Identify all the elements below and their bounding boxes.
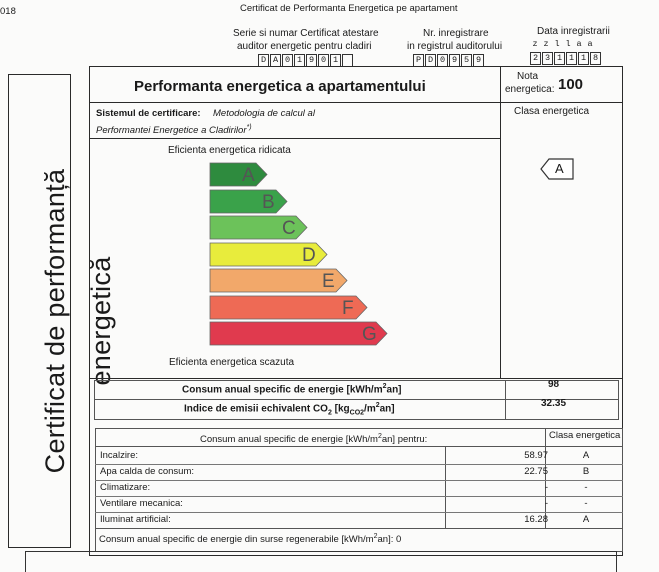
table-row: [96, 480, 622, 496]
table-row: [96, 496, 622, 512]
sistem-value-2: [96, 124, 252, 136]
data-format-letter: l: [565, 39, 571, 49]
consum-label-sup: 2: [382, 383, 387, 390]
row-class: A: [582, 514, 590, 525]
energy-class-letter: B: [262, 191, 275, 213]
row-class: B: [582, 466, 590, 477]
data-format-letter: z: [532, 39, 538, 49]
data-format-letters: [530, 39, 596, 50]
data-format-letter: a: [576, 39, 582, 49]
energy-class-letter: D: [302, 244, 316, 266]
row-name: Ventilare mecanica:: [100, 498, 183, 509]
nota-label-2: energetica:: [505, 84, 555, 95]
regen-label-text: Consum anual specific de energie din surse regenerabile [kWh/m: [99, 534, 374, 546]
row-name: Climatizare:: [100, 482, 151, 493]
data-cell: 1: [554, 52, 565, 65]
data-cell: 8: [590, 52, 601, 65]
row-value: -: [544, 482, 548, 493]
energy-class-bar-a: [209, 162, 269, 185]
data-label: Data inregistrarii: [537, 26, 610, 37]
sistem-value-2-text: Performantei Energetice a Cladirilor: [96, 125, 247, 137]
emisii-label: [184, 402, 395, 416]
data-format-letter: z: [543, 39, 549, 49]
row-value: 58.97: [524, 450, 548, 461]
regen-label: [99, 533, 401, 545]
table-row: [96, 512, 622, 528]
energy-class-letter: A: [242, 165, 255, 186]
consum-label-end: an]: [386, 384, 402, 396]
side-title: Certificat de performanță energetică: [40, 168, 116, 474]
row-value: 16.28: [524, 514, 548, 525]
energy-class-letter: C: [282, 218, 296, 239]
consum-label-text: Consum anual specific de energie [kWh/m: [182, 384, 383, 396]
row-class: -: [584, 498, 588, 509]
emisii-sup: 2: [375, 402, 380, 409]
emisii-label-end: an]: [379, 403, 395, 415]
serie-cell: 0: [282, 54, 293, 67]
serie-cell: 9: [306, 54, 317, 67]
row-value: -: [544, 498, 548, 509]
nr-cell: P: [413, 54, 424, 67]
energy-class-bar-g: [209, 321, 389, 344]
emisii-value: 32.35: [541, 398, 567, 409]
regen-label-end: an]: 0: [377, 534, 402, 546]
consum-label: [182, 383, 402, 395]
data-cell: 3: [542, 52, 553, 65]
data-format-letter: l: [554, 39, 560, 49]
table-head-text: Consum anual specific de energie [kWh/m: [200, 434, 378, 446]
sistem-footnote: *): [246, 124, 252, 131]
data-format-letter: a: [587, 39, 593, 49]
nota-label-1: Nota: [517, 71, 539, 82]
main-title: Performanta energetica a apartamentului: [134, 78, 426, 95]
row-name: Iluminat artificial:: [100, 514, 171, 525]
energy-class-letter: F: [342, 297, 354, 319]
emisii-label-mid2: /m: [364, 403, 376, 415]
energy-class-letter: E: [322, 271, 335, 292]
row-value: 22.75: [524, 466, 548, 477]
energy-class-bar-f: [209, 295, 369, 318]
clasa-label: Clasa energetica: [514, 106, 590, 117]
serie-cell: A: [270, 54, 281, 67]
nr-cell: 5: [461, 54, 472, 67]
emisii-sub: 2: [327, 409, 332, 417]
consum-value: 98: [548, 379, 560, 390]
document-title: Certificat de Performanta Energetica pe apartament: [240, 3, 458, 14]
regen-sup: 2: [373, 533, 378, 540]
table-row: [96, 464, 622, 480]
table-head-label: [200, 433, 427, 445]
data-cell: 2: [530, 52, 541, 65]
sistem-value-1: Metodologia de calcul al: [213, 108, 315, 119]
nota-value: 100: [558, 76, 584, 93]
nr-label-1: Nr. inregistrare: [423, 28, 489, 39]
table-head-end: an] pentru:: [381, 434, 428, 446]
serie-label-1: Serie si numar Certificat atestare: [233, 28, 379, 39]
row-class: -: [584, 482, 588, 493]
eff-low-label: Eficienta energetica scazuta: [169, 357, 295, 368]
header-left-fragment: 018: [0, 6, 16, 17]
serie-cell: D: [258, 54, 269, 67]
table-row: [96, 448, 622, 464]
energy-class-bar-c: [209, 215, 309, 238]
nr-label-2: in registrul auditorului: [407, 41, 503, 52]
serie-cell: 1: [330, 54, 341, 67]
emisii-label-mid: [kg: [331, 403, 350, 415]
eff-high-label: Eficienta energetica ridicata: [168, 145, 291, 156]
row-name: Apa calda de consum:: [100, 466, 195, 477]
energy-class-letter: G: [362, 324, 377, 345]
serie-label-2: auditor energetic pentru cladiri: [237, 41, 372, 52]
row-class: A: [582, 450, 590, 461]
energy-class-bar-e: [209, 268, 349, 291]
data-cell: 1: [578, 52, 589, 65]
table-head-sup: 2: [377, 433, 382, 440]
serie-cell: 0: [318, 54, 329, 67]
nr-cell: 0: [437, 54, 448, 67]
clasa-value: A: [555, 161, 564, 176]
data-date-cells: [530, 52, 602, 65]
data-cell: 1: [566, 52, 577, 65]
nr-cell: 9: [449, 54, 460, 67]
table-head-class: Clasa energetica: [549, 430, 621, 441]
energy-class-bar-d: [209, 242, 329, 265]
emisii-sub2: CO2: [349, 409, 365, 417]
serie-cell: 1: [294, 54, 305, 67]
energy-class-bar-b: [209, 189, 289, 212]
next-section-frame: [25, 551, 617, 572]
nr-cell: 9: [473, 54, 484, 67]
sistem-label: Sistemul de certificare:: [96, 108, 201, 119]
row-name: Incalzire:: [100, 450, 139, 461]
nr-cell: D: [425, 54, 436, 67]
clasa-indicator: [540, 158, 574, 185]
emisii-label-text: Indice de emisii echivalent CO: [184, 403, 328, 415]
